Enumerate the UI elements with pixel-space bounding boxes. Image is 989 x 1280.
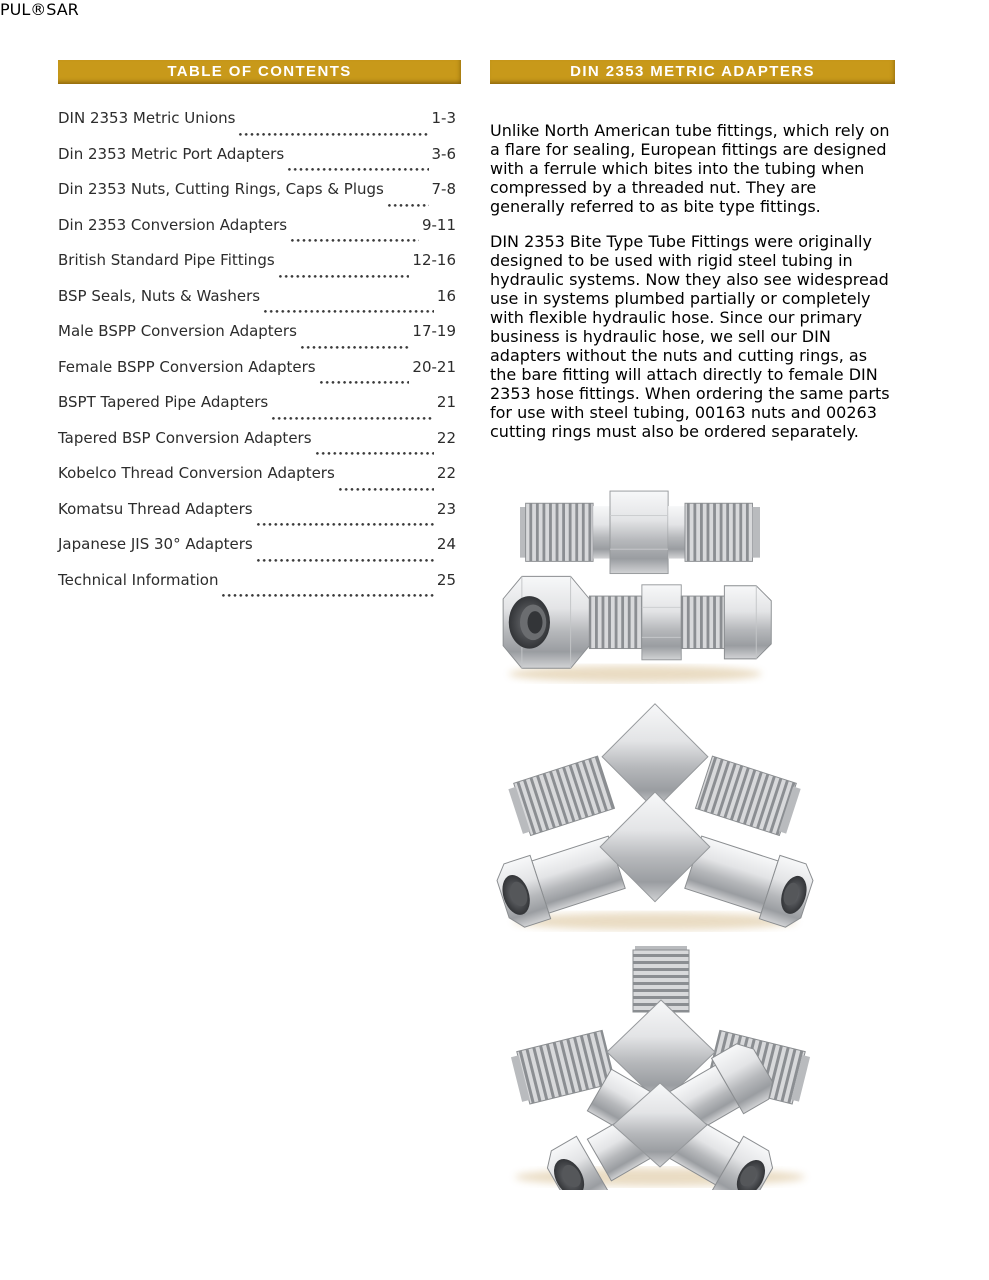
din-adapters-panel <box>490 105 895 1183</box>
intro-paragraph: Unlike North American tube fittings, which rely on a flare for sealing, European fittings are designed with a ferrule which bites into the tubing when compressed by a threaded nut. They are generally referred to as bite type fittings. <box>490 121 890 216</box>
toc-entry-label: Japanese JIS 30° Adapters <box>58 535 253 553</box>
body-paragraph-rest: were originally designed to be used with rigid steel tubing in hydraulic systems. Now they also see widespread use in systems plumbed partially or completely with flexible hydraulic hose. Since our primary business is hydraulic hose, we sell our DIN adapters without the nuts and cutting rings, as the bare fitting will attach directly to female DIN 2353 hose fittings. When ordering the same parts for use with steel tubing, 00163 nuts and 00263 cutting rings must also be ordered separately. <box>490 232 890 441</box>
toc-dot-leader <box>338 487 434 492</box>
toc-entry-label: British Standard Pipe Fittings <box>58 251 275 269</box>
toc-entry <box>58 322 456 358</box>
toc-entry <box>58 358 456 394</box>
toc-entry-label: Din 2353 Metric Port Adapters <box>58 144 285 163</box>
toc-entry <box>58 535 456 571</box>
toc-entry <box>58 287 456 323</box>
toc-title: TABLE OF CONTENTS <box>167 63 352 80</box>
pulsar-logo-left: PUL <box>0 0 31 19</box>
toc-entry-pages: 12-16 <box>412 251 456 269</box>
footer-gradient-bar <box>0 0 989 19</box>
registered-trademark-icon: ® <box>30 0 47 19</box>
toc-entry-pages: 23 <box>436 499 456 518</box>
toc-entry-label: Komatsu Thread Adapters <box>58 499 253 518</box>
toc-entry <box>58 180 456 216</box>
toc-entry-pages: 16 <box>436 286 456 305</box>
toc-entry-label: Male BSPP Conversion Adapters <box>58 322 297 340</box>
toc-dot-leader <box>256 558 434 563</box>
toc-entry <box>58 500 456 536</box>
section-header-bar <box>490 60 895 84</box>
toc-entry <box>58 464 456 500</box>
toc-entry-pages: 9-11 <box>421 215 456 234</box>
toc-header-bar <box>58 60 461 84</box>
pulsar-logo <box>0 0 79 19</box>
pulsar-logo-right: SAR <box>46 0 79 19</box>
toc-entry-pages: 25 <box>436 570 456 589</box>
toc-entry-pages: 24 <box>436 535 456 553</box>
toc-entry <box>58 393 456 429</box>
toc-dot-leader <box>287 167 428 172</box>
toc-dot-leader <box>256 522 434 527</box>
toc-entry-label: Female BSPP Conversion Adapters <box>58 357 316 376</box>
toc-dot-leader <box>290 238 419 243</box>
toc-entry-pages: 3-6 <box>431 144 456 163</box>
toc-entry-label: Din 2353 Conversion Adapters <box>58 215 288 234</box>
toc-dot-leader <box>319 380 410 385</box>
tee-and-cross-fittings-photo <box>490 940 830 1190</box>
toc-dot-leader <box>387 203 429 208</box>
toc-dot-leader <box>278 274 410 279</box>
toc-entry-label: Kobelco Thread Conversion Adapters <box>58 464 335 482</box>
toc-entry-pages: 1-3 <box>431 109 456 127</box>
toc-entry-pages: 17-19 <box>412 322 456 340</box>
toc-dot-leader <box>263 309 434 314</box>
toc-entry-pages: 22 <box>436 464 456 482</box>
toc-dot-leader <box>271 416 434 421</box>
toc-dot-leader <box>315 451 434 456</box>
section-title: DIN 2353 METRIC ADAPTERS <box>570 63 815 80</box>
body-paragraph <box>490 232 895 441</box>
toc-entry <box>58 571 456 607</box>
body-paragraph-lead: DIN 2353 Bite Type Tube Fittings <box>490 232 750 251</box>
toc-entry-pages: 20-21 <box>412 357 456 376</box>
toc-entry-label: BSP Seals, Nuts & Washers <box>58 286 261 305</box>
table-of-contents <box>58 109 456 606</box>
toc-entry-label: Technical Information <box>58 570 219 589</box>
toc-entry-label: Tapered BSP Conversion Adapters <box>58 428 312 447</box>
toc-entry-label: BSPT Tapered Pipe Adapters <box>58 393 269 411</box>
toc-entry <box>58 429 456 465</box>
straight-union-fittings-photo <box>490 457 790 692</box>
toc-dot-leader <box>221 593 433 598</box>
toc-entry <box>58 145 456 181</box>
toc-entry-label: Din 2353 Nuts, Cutting Rings, Caps & Plugs <box>58 180 384 198</box>
toc-entry-pages: 21 <box>436 393 456 411</box>
toc-entry-pages: 7-8 <box>431 180 456 198</box>
toc-dot-leader <box>238 132 428 137</box>
toc-entry-pages: 22 <box>436 428 456 447</box>
toc-entry <box>58 109 456 145</box>
toc-dot-leader <box>300 345 410 350</box>
toc-entry <box>58 251 456 287</box>
toc-entry-label: DIN 2353 Metric Unions <box>58 109 236 127</box>
elbow-fittings-photo <box>490 696 820 936</box>
toc-entry <box>58 216 456 252</box>
